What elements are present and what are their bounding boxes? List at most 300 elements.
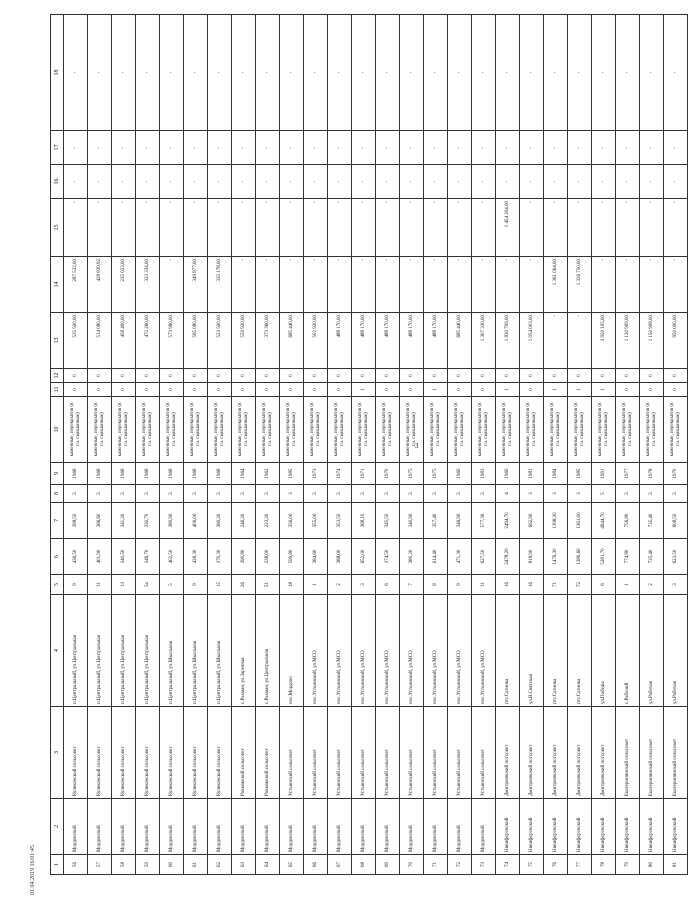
table-cell: 471,30	[448, 539, 472, 575]
table-cell: Дмитриевский поссовет	[496, 707, 520, 799]
table-cell: 2	[160, 485, 184, 503]
table-cell: -	[376, 257, 400, 313]
table-cell: Никифоровский	[640, 799, 664, 855]
table-cell: 346,90	[448, 503, 472, 539]
table-cell: -	[640, 257, 664, 313]
table-row	[136, 15, 160, 875]
table-cell: 1968	[160, 463, 184, 485]
table-cell: 353,50	[328, 503, 352, 539]
table-cell: 71	[424, 855, 448, 875]
table-cell: 374,50	[376, 539, 400, 575]
table-cell: 4944,70	[592, 503, 616, 539]
table-cell: пос.Устьинский, ул.МСО	[400, 595, 424, 707]
table-cell: 6	[592, 575, 616, 595]
table-cell: Дмитриевский поссовет	[592, 707, 616, 799]
table-cell: Екатерининский сельсовет	[616, 707, 640, 799]
table-cell: -	[112, 131, 136, 165]
table-cell: 9	[184, 575, 208, 595]
table-cell: -	[400, 15, 424, 131]
table-cell: -	[520, 199, 544, 257]
table-cell: Куликовский сельсовет	[208, 707, 232, 799]
table-cell: 523 500,00	[208, 313, 232, 369]
table-cell: 0	[568, 369, 592, 383]
table-cell: пос.Устьинский, ул.МСО	[376, 595, 400, 707]
table-cell: 1	[424, 383, 448, 397]
table-cell: 774,80	[616, 539, 640, 575]
table-cell: -	[616, 15, 640, 131]
table-cell: -	[616, 131, 640, 165]
table-cell: 1964	[232, 463, 256, 485]
table-cell: 59	[136, 855, 160, 875]
table-cell: -	[208, 199, 232, 257]
table-cell: каменные, перекрытия (в т.ч. смешанные)	[448, 397, 472, 463]
table-cell: 0	[400, 369, 424, 383]
page-number: 3	[415, 442, 419, 450]
table-cell: -	[472, 199, 496, 257]
table-cell: -	[472, 165, 496, 199]
table-cell: -	[424, 165, 448, 199]
table-cell: 335 178,00	[208, 257, 232, 313]
table-cell: -	[232, 165, 256, 199]
table-cell: 356,00	[280, 503, 304, 539]
table-cell: -	[592, 15, 616, 131]
table-cell: 73	[472, 855, 496, 875]
table-cell: пгт.Сатинка	[544, 595, 568, 707]
table-cell: Мордовский	[376, 799, 400, 855]
table-cell: 2	[256, 485, 280, 503]
table-cell: пгт.Сатинка	[496, 595, 520, 707]
table-cell: Устьинский сельсовет	[304, 707, 328, 799]
table-cell: -	[640, 165, 664, 199]
table-cell: 26	[232, 575, 256, 595]
table-cell: 346,70	[136, 539, 160, 575]
table-cell: 0	[256, 383, 280, 397]
table-cell: -	[160, 131, 184, 165]
table-cell: 1 830 709,00	[496, 313, 520, 369]
table-cell: -	[136, 15, 160, 131]
table-cell: каменные, перекрытия (в т.ч. смешанные)	[544, 397, 568, 463]
table-cell: 357,40	[424, 503, 448, 539]
table-cell: 0	[280, 383, 304, 397]
table-cell: 5	[160, 575, 184, 595]
rotated-sheet	[50, 15, 681, 875]
table-cell: 0	[280, 369, 304, 383]
table-cell: -	[88, 165, 112, 199]
table-cell: -	[352, 131, 376, 165]
table-row	[88, 15, 112, 875]
table-cell: 345,50	[376, 503, 400, 539]
table-cell: 0	[88, 383, 112, 397]
table-cell: -	[448, 199, 472, 257]
table-cell: 6	[376, 575, 400, 595]
table-cell: 488 170,00	[352, 313, 376, 369]
table-cell: 0	[472, 369, 496, 383]
table-cell: 2	[352, 485, 376, 503]
table-cell: -	[640, 15, 664, 131]
table-cell: каменные, перекрытия (в т.ч. смешанные)	[64, 397, 88, 463]
table-cell: 565 080,00	[184, 313, 208, 369]
table-cell: каменные, перекрытия (в т.ч. смешанные)	[496, 397, 520, 463]
table-cell: 1	[304, 575, 328, 595]
table-cell: 246,20	[232, 503, 256, 539]
table-cell: -	[424, 131, 448, 165]
table-row	[664, 15, 688, 875]
table-cell: 0	[136, 383, 160, 397]
table-cell: -	[64, 165, 88, 199]
table-cell: 685 440,00	[280, 313, 304, 369]
table-cell: -	[112, 165, 136, 199]
table-cell: 0	[616, 369, 640, 383]
table-cell: 0	[112, 383, 136, 397]
table-cell: каменные, перекрытия (в т.ч. смешанные)	[136, 397, 160, 463]
table-cell: 390,80	[232, 539, 256, 575]
table-cell: -	[424, 257, 448, 313]
table-cell: -	[112, 199, 136, 257]
table-cell: 488 170,00	[424, 313, 448, 369]
table-cell: 16	[496, 575, 520, 595]
table-row	[568, 15, 592, 875]
table-cell: ул.Рабочая	[640, 595, 664, 707]
table-cell: 428 839,92	[88, 257, 112, 313]
table-cell: -	[424, 15, 448, 131]
table-cell: каменные, перекрытия (в т.ч. смешанные)	[568, 397, 592, 463]
table-cell: 735,40	[640, 503, 664, 539]
table-cell: 0	[160, 383, 184, 397]
table-cell: 72	[448, 855, 472, 875]
table-row	[376, 15, 400, 875]
table-cell: 18	[280, 575, 304, 595]
table-cell: 2	[328, 485, 352, 503]
table-cell: 16	[520, 575, 544, 595]
table-cell: пгт.Сатинка	[568, 595, 592, 707]
table-cell: -	[280, 199, 304, 257]
table-row	[472, 15, 496, 875]
table-cell: -	[376, 15, 400, 131]
table-cell: Мордовский	[208, 799, 232, 855]
table-cell: Устьинский сельсовет	[280, 707, 304, 799]
table-cell: -	[328, 165, 352, 199]
table-cell: 71	[544, 575, 568, 595]
table-cell: 0	[256, 369, 280, 383]
column-header: 7	[51, 503, 64, 539]
table-row	[592, 15, 616, 875]
table-cell: 559 920,00	[232, 313, 256, 369]
table-cell: 323 334,00	[136, 257, 160, 313]
table-cell: 1	[496, 383, 520, 397]
table-cell: 77	[568, 855, 592, 875]
table-cell: 1977	[616, 463, 640, 485]
table-row	[352, 15, 376, 875]
column-header: 3	[51, 707, 64, 799]
table-cell: -	[568, 165, 592, 199]
table-cell: 1 454 204,00	[496, 199, 520, 257]
table-cell: -	[280, 15, 304, 131]
table-cell: 2	[448, 485, 472, 503]
table-cell: 74	[496, 855, 520, 875]
table-cell: 2	[232, 485, 256, 503]
table-cell: 2	[400, 485, 424, 503]
table-cell: Мордовский	[400, 799, 424, 855]
table-cell: -	[424, 199, 448, 257]
column-header: 4	[51, 595, 64, 707]
table-cell: пос.Мордово	[280, 595, 304, 707]
table-cell: -	[520, 257, 544, 313]
table-cell: 360,20	[208, 503, 232, 539]
table-cell: Мордовский	[280, 799, 304, 855]
table-cell: 3 950 105,00	[592, 313, 616, 369]
table-cell: -	[184, 165, 208, 199]
table-cell: Мордовский	[160, 799, 184, 855]
table-cell: 2	[112, 485, 136, 503]
table-cell: 1984	[544, 463, 568, 485]
table-cell: пос.Устьинский, ул.МСО	[304, 595, 328, 707]
table-cell: 514 080,00	[88, 313, 112, 369]
table-cell: Куликовский сельсовет	[184, 707, 208, 799]
table-cell: Мордовский	[232, 799, 256, 855]
table-cell: 238,00	[256, 539, 280, 575]
table-row	[424, 15, 448, 875]
table-cell: каменные, перекрытия (в т.ч. смешанные)	[664, 397, 688, 463]
table-cell: 436,50	[64, 539, 88, 575]
table-cell: 735,40	[640, 539, 664, 575]
table-cell: 1968	[64, 463, 88, 485]
table-cell: 0	[496, 369, 520, 383]
table-cell: 287 532,00	[64, 257, 88, 313]
table-cell: -	[184, 131, 208, 165]
table-cell: -	[208, 15, 232, 131]
table-cell: 0	[184, 383, 208, 397]
column-header: 8	[51, 485, 64, 503]
table-cell: Устьинский сельсовет	[424, 707, 448, 799]
table-cell: 577,30	[472, 503, 496, 539]
table-cell: с.Рахман, ул.Заречная	[232, 595, 256, 707]
table-cell: -	[160, 257, 184, 313]
table-cell: 1361,00	[568, 503, 592, 539]
table-cell: Никифоровский	[568, 799, 592, 855]
table-cell: каменные, перекрытия (в т.ч. смешанные)	[232, 397, 256, 463]
table-cell: 0	[664, 383, 688, 397]
column-header: 11	[51, 383, 64, 397]
table-cell: 627,50	[472, 539, 496, 575]
table-cell: -	[64, 15, 88, 131]
table-cell: 373 360,00	[256, 313, 280, 369]
table-cell: -	[256, 131, 280, 165]
table-cell: каменные, перекрытия (в т.ч. смешанные)	[616, 397, 640, 463]
table-cell: 370,30	[208, 539, 232, 575]
table-cell: 2	[424, 485, 448, 503]
table-cell: каменные, перекрытия (в т.ч. смешанные)	[328, 397, 352, 463]
table-cell: -	[232, 131, 256, 165]
table-cell: Устьинский сельсовет	[400, 707, 424, 799]
table-cell: п.Центральный, ул.Центральная	[64, 595, 88, 707]
table-cell: -	[256, 257, 280, 313]
table-cell: 81	[664, 855, 688, 875]
table-cell: -	[136, 131, 160, 165]
table-cell: 488 170,00	[376, 313, 400, 369]
table-cell: 950 000,00	[664, 313, 688, 369]
table-cell: 0	[352, 369, 376, 383]
table-cell: Мордовский	[304, 799, 328, 855]
table-cell: с.Рахман, ул.Центральная	[256, 595, 280, 707]
table-row	[280, 15, 304, 875]
table-cell: 0	[592, 369, 616, 383]
table-cell: 3	[544, 485, 568, 503]
table-cell: 1970	[664, 463, 688, 485]
table-cell: -	[88, 15, 112, 131]
table-cell: -	[664, 165, 688, 199]
table-cell: каменные, перекрытия (в т.ч. смешанные)	[592, 397, 616, 463]
table-row	[640, 15, 664, 875]
table-cell: Мордовский	[472, 799, 496, 855]
table-cell: каменные, перекрытия (в т.ч. смешанные)	[520, 397, 544, 463]
table-cell: 1991	[592, 463, 616, 485]
table-cell: 72	[568, 575, 592, 595]
table-cell: -	[664, 15, 688, 131]
table-cell: 2	[136, 485, 160, 503]
table-cell: Никифоровский	[544, 799, 568, 855]
table-cell: -	[592, 257, 616, 313]
table-cell: 223,20	[256, 503, 280, 539]
table-cell: 1985	[280, 463, 304, 485]
table-cell: -	[352, 15, 376, 131]
table-row	[232, 15, 256, 875]
table-cell: 5а	[136, 575, 160, 595]
table-cell: 0	[136, 369, 160, 383]
table-cell: -	[208, 131, 232, 165]
table-cell: 398,50	[64, 503, 88, 539]
table-cell: 340,90	[400, 503, 424, 539]
table-cell: 1978	[640, 463, 664, 485]
table-cell: 0	[616, 383, 640, 397]
table-cell: Устьинский сельсовет	[352, 707, 376, 799]
table-cell: 402,50	[160, 539, 184, 575]
table-cell: 488 170,00	[328, 313, 352, 369]
table-cell: 0	[424, 369, 448, 383]
table-cell: -	[664, 257, 688, 313]
table-cell: -	[400, 165, 424, 199]
table-cell: 76	[544, 855, 568, 875]
table-cell: 3	[280, 485, 304, 503]
table-cell: 2494,70	[496, 503, 520, 539]
column-header: 15	[51, 199, 64, 257]
table-cell: 0	[640, 383, 664, 397]
table-cell: Екатерининский сельсовет	[664, 707, 688, 799]
table-cell: 1398,30	[544, 503, 568, 539]
table-cell: -	[544, 199, 568, 257]
table-cell: 0	[160, 369, 184, 383]
table-cell: каменные, перекрытия (в т.ч. смешанные)	[352, 397, 376, 463]
table-cell: 0	[304, 369, 328, 383]
table-cell: 2	[304, 485, 328, 503]
table-cell: Устьинский сельсовет	[448, 707, 472, 799]
table-cell: Рахманский сельсовет	[232, 707, 256, 799]
table-cell: -	[616, 257, 640, 313]
table-cell: -	[472, 15, 496, 131]
table-cell: Мордовский	[184, 799, 208, 855]
column-header: 6	[51, 539, 64, 575]
table-cell: -	[544, 15, 568, 131]
table-cell: -	[376, 165, 400, 199]
table-cell: 1476,30	[544, 539, 568, 575]
table-cell: 428,30	[184, 539, 208, 575]
table-cell: 2	[328, 575, 352, 595]
table-cell: 488 170,00	[400, 313, 424, 369]
table-cell: 1 054 003,00	[520, 313, 544, 369]
table-cell: -	[616, 199, 640, 257]
table-cell: 65	[280, 855, 304, 875]
table-cell: -	[304, 165, 328, 199]
table-cell: 11	[472, 575, 496, 595]
table-cell: 1 307 330,00	[472, 313, 496, 369]
table-cell: 1968	[136, 463, 160, 485]
table-cell: 388,00	[328, 539, 352, 575]
table-cell: -	[352, 165, 376, 199]
table-cell: каменные, перекрытия (в т.ч. смешанные)	[256, 397, 280, 463]
table-row	[208, 15, 232, 875]
table-row	[256, 15, 280, 875]
table-cell: пос.Устьинский, ул.МСО	[328, 595, 352, 707]
table-cell: 1 120 909,00	[616, 313, 640, 369]
table-cell: Устьинский сельсовет	[472, 707, 496, 799]
table-cell: каменные, перекрытия (в т.ч. смешанные)	[640, 397, 664, 463]
table-cell: 57	[88, 855, 112, 875]
table-cell: -	[520, 131, 544, 165]
table-cell: 384,60	[304, 539, 328, 575]
table-cell: -	[376, 131, 400, 165]
table-cell: 51	[256, 575, 280, 595]
table-cell: -	[640, 199, 664, 257]
table-cell: -	[544, 313, 568, 369]
table-cell: 614,40	[424, 539, 448, 575]
table-cell: -	[496, 257, 520, 313]
table-cell: 1974	[328, 463, 352, 485]
table-cell: каменные, перекрытия (в т.ч. смешанные)	[88, 397, 112, 463]
table-cell: -	[328, 131, 352, 165]
table-cell: -	[328, 199, 352, 257]
table-cell: 0	[664, 369, 688, 383]
table-cell: -	[592, 199, 616, 257]
table-cell: 1981	[520, 463, 544, 485]
table-cell: Мордовский	[424, 799, 448, 855]
table-cell: с.Рабочий	[616, 595, 640, 707]
table-row	[64, 15, 88, 875]
header-row	[51, 15, 64, 875]
table-row	[160, 15, 184, 875]
table-cell: 2	[472, 485, 496, 503]
table-row	[496, 15, 520, 875]
housing-registry-table	[50, 14, 688, 875]
table-cell: 0	[520, 369, 544, 383]
table-body	[64, 15, 688, 875]
column-header: 17	[51, 131, 64, 165]
table-cell: 2	[88, 485, 112, 503]
table-cell: Мордовский	[64, 799, 88, 855]
table-cell: п.Центральный, ул.Центральная	[88, 595, 112, 707]
table-cell: Екатерининский сельсовет	[640, 707, 664, 799]
table-cell: каменные, перекрытия (в т.ч. смешанные)	[424, 397, 448, 463]
table-cell: -	[544, 131, 568, 165]
table-cell: 0	[544, 369, 568, 383]
table-cell: 1970	[376, 463, 400, 485]
column-header: 2	[51, 799, 64, 855]
table-cell: 1380,60	[568, 539, 592, 575]
table-cell: 5	[592, 485, 616, 503]
table-cell: 3	[520, 485, 544, 503]
table-cell: каменные, перекрытия (в т.ч. смешанные)	[112, 397, 136, 463]
table-cell: ул.Победы	[592, 595, 616, 707]
table-cell: -	[352, 199, 376, 257]
table-cell: -	[256, 165, 280, 199]
